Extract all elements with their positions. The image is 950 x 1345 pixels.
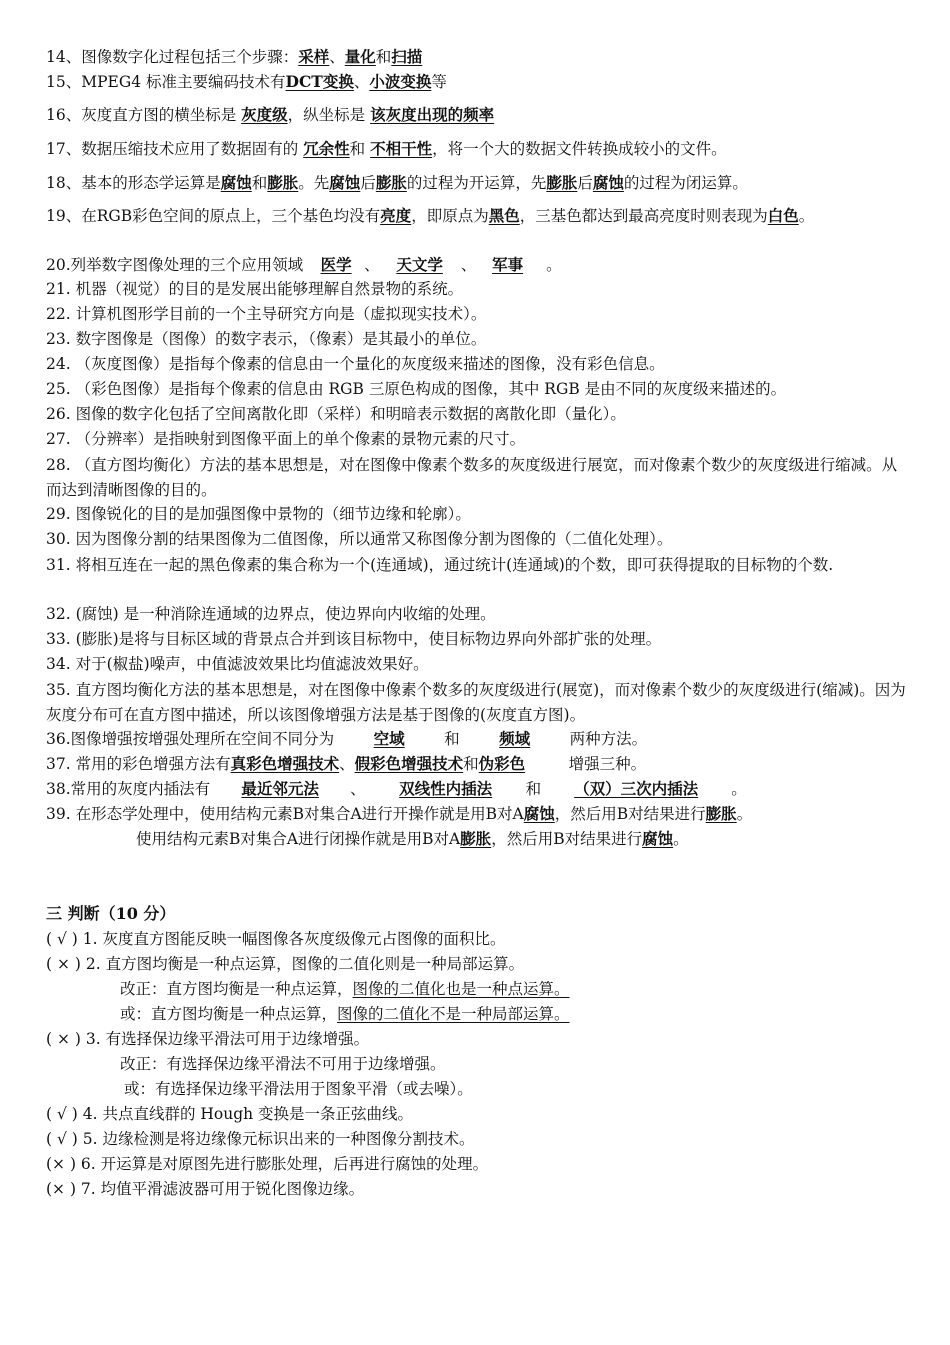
answer: 采样 [298,47,330,66]
judgement-4: ( √ ) 4. 共点直线群的 Hough 变换是一条正弦曲线。 [46,1105,414,1123]
question-text: 。 [546,256,562,274]
question-text: 和 [251,174,268,192]
separator: 、 [350,780,366,798]
question-text: 增强三种。 [568,755,647,773]
answer: 膨胀 [705,804,737,823]
answer: 最近邻元法 [241,779,319,798]
question-text: 和 [444,730,460,748]
answer: 量化 [344,47,376,66]
answer: 灰度级 [241,105,288,124]
answer: 腐蚀 [220,173,252,192]
question-text: ，即原点为 [411,207,489,225]
question-30: 30. 因为图像分割的结果图像为二值图像，所以通常又称图像分割为图像的（二值化处理）。 [46,530,673,548]
judgement-5: ( √ ) 5. 边缘检测是将边缘像元标识出来的一种图像分割技术。 [46,1130,475,1148]
question-text: ，三基色都达到最高亮度时则表现为 [519,207,768,225]
answer: 伪彩色 [478,754,526,773]
question-text: 的过程为闭运算。 [623,174,748,192]
answer: 腐蚀 [592,173,624,192]
separator: 、 [353,73,370,91]
answer: 膨胀 [546,173,578,192]
question-28: 28. （直方图均衡化）方法的基本思想是，对在图像中像素个数多的灰度级进行展宽，而对像素个数少的灰度级进行缩减。从而达到清晰图像的目的。 [46,456,898,499]
question-16 [46,104,908,126]
question-text: 。 [731,780,747,798]
question-text: 两种方法。 [569,730,648,748]
answer: 亮度 [380,206,412,225]
question-text: 39. 在形态学处理中，使用结构元素B对集合A进行开操作就是用B对A [46,805,524,823]
question-text: 的过程为开运算，先 [406,174,547,192]
question-text: 。 [736,805,753,823]
correction-underlined: 图像的二值化不是一种局部运算。 [337,1005,570,1023]
question-text: 38.常用的灰度内插法有 [46,780,211,798]
question-38 [46,778,908,800]
judgement-1: ( √ ) 1. 灰度直方图能反映一幅图像各灰度级像元占图像的面积比。 [46,930,506,948]
separator: 和 [463,755,479,773]
question-text: 。 [673,830,689,848]
answer: 腐蚀 [523,804,555,823]
answer: 腐蚀 [642,829,674,848]
question-text: 后 [360,174,376,192]
separator: 、 [460,256,477,274]
question-39 [46,803,908,825]
question-text: ，然后用B对结果进行 [491,830,643,848]
answer: 天文学 [396,255,443,274]
question-text: 14、图像数字化过程包括三个步骤： [46,48,299,66]
question-text: 。先 [298,174,330,192]
answer: 黑色 [488,206,520,225]
judgement-3: ( × ) 3. 有选择保边缘平滑法可用于边缘增强。 [46,1030,370,1048]
question-33: 33. (膨胀)是将与目标区域的背景点合并到该目标物中，使目标物边界向外部扩张的处理。 [46,630,662,648]
answer: 腐蚀 [329,173,361,192]
question-text: 37. 常用的彩色增强方法有 [46,755,231,773]
answer: 频域 [499,729,531,748]
question-text: 20.列举数字图像处理的三个应用领域 [46,256,309,274]
section-heading: 三 判断（10 分） [46,904,176,923]
question-text: 。 [798,207,815,225]
answer: 小波变换 [369,72,432,91]
question-31: 31. 将相互连在一起的黑色像素的集合称为一个(连通域)，通过统计(连通域)的个数，即可获得提取的目标物的个数. [46,556,834,574]
question-text: 16、灰度直方图的横坐标是 [46,106,242,124]
question-27: 27. （分辨率）是指映射到图像平面上的单个像素的景物元素的尺寸。 [46,430,526,448]
answer: （双）三次内插法 [574,779,699,798]
question-20 [46,254,908,276]
answer: 双线性内插法 [399,779,493,798]
question-14 [46,46,908,68]
question-text: 和 [349,140,371,158]
question-17 [46,138,908,160]
answer: 冗余性 [303,139,350,158]
question-19 [46,205,908,227]
judgement-2: ( × ) 2. 直方图均衡是一种点运算，图像的二值化则是一种局部运算。 [46,955,525,973]
question-text: 17、数据压缩技术应用了数据固有的 [46,140,304,158]
answer: 扫描 [391,47,423,66]
question-text: 等 [431,73,447,91]
question-text: 18、基本的形态学运算是 [46,174,221,192]
answer: 假彩色增强技术 [354,754,464,773]
judgement-2-correction [120,978,950,1000]
question-text: ，然后用B对结果进行 [554,805,706,823]
answer: 膨胀 [375,173,407,192]
answer: 不相干性 [370,139,433,158]
answer: 真彩色增强技术 [230,754,340,773]
question-25: 25. （彩色图像）是指每个像素的信息由 RGB 三原色构成的图像，其中 RGB 是由不同的灰度级来描述的。 [46,380,787,398]
separator: 、 [339,755,355,773]
question-22: 22. 计算机图形学目前的一个主导研究方向是（虚拟现实技术）。 [46,305,487,323]
correction-text: 或：直方图均衡是一种点运算， [120,1005,338,1023]
question-15 [46,71,908,93]
question-26: 26. 图像的数字化包括了空间离散化即（采样）和明暗表示数据的离散化即（量化）。 [46,405,626,423]
correction-text: 改正：直方图均衡是一种点运算， [120,980,353,998]
question-text: ，将一个大的数据文件转换成较小的文件。 [432,140,727,158]
question-39-line2 [136,828,950,850]
answer: 该灰度出现的频率 [370,105,495,124]
answer: 空域 [373,729,405,748]
question-37 [46,753,908,775]
question-32: 32. (腐蚀) 是一种消除连通域的边界点，使边界向内收缩的处理。 [46,605,496,623]
question-34: 34. 对于(椒盐)噪声，中值滤波效果比均值滤波效果好。 [46,655,429,673]
question-24: 24. （灰度图像）是指每个像素的信息由一个量化的灰度级来描述的图像，没有彩色信息。 [46,355,665,373]
question-21: 21. 机器（视觉）的目的是发展出能够理解自然景物的系统。 [46,280,464,298]
question-29: 29. 图像锐化的目的是加强图像中景物的（细节边缘和轮廓）。 [46,505,471,523]
judgement-7: (× ) 7. 均值平滑滤波器可用于锐化图像边缘。 [46,1180,365,1198]
question-18 [46,172,908,194]
judgement-6: (× ) 6. 开运算是对原图先进行膨胀处理，后再进行腐蚀的处理。 [46,1155,489,1173]
question-23: 23. 数字图像是（图像）的数字表示，（像素）是其最小的单位。 [46,330,487,348]
answer: 白色 [767,206,799,225]
answer: 膨胀 [460,829,492,848]
question-36 [46,728,908,750]
answer: 军事 [492,255,524,274]
answer: 医学 [320,255,352,274]
question-text: 15、MPEG4 标准主要编码技术有 [46,73,286,91]
question-text: ，纵坐标是 [287,106,371,124]
question-text: 使用结构元素B对集合A进行闭操作就是用B对A [136,830,461,848]
question-35: 35. 直方图均衡化方法的基本思想是，对在图像中像素个数多的灰度级进行(展宽)，而对像素个数少的灰度级进行(缩减)。因为灰度分布可在直方图中描述，所以该图像增强方法是基于图像的(灰度直方图)。 [46,681,906,724]
judgement-3-alt: 或：有选择保边缘平滑法用于图象平滑（或去噪）。 [124,1080,473,1098]
answer: DCT变换 [285,72,354,91]
separator: 和 [525,780,542,798]
answer: 膨胀 [267,173,299,192]
correction-underlined: 图像的二值化也是一种点运算。 [352,980,570,998]
question-text: 19、在RGB彩色空间的原点上，三个基色均没有 [46,207,381,225]
question-text: 36.图像增强按增强处理所在空间不同分为 [46,730,335,748]
separator: 、 [329,48,345,66]
judgement-2-alt [120,1003,950,1025]
question-text: 后 [577,174,593,192]
judgement-3-correction: 改正：有选择保边缘平滑法不可用于边缘增强。 [120,1055,446,1073]
separator: 和 [375,48,392,66]
separator: 、 [364,256,380,274]
